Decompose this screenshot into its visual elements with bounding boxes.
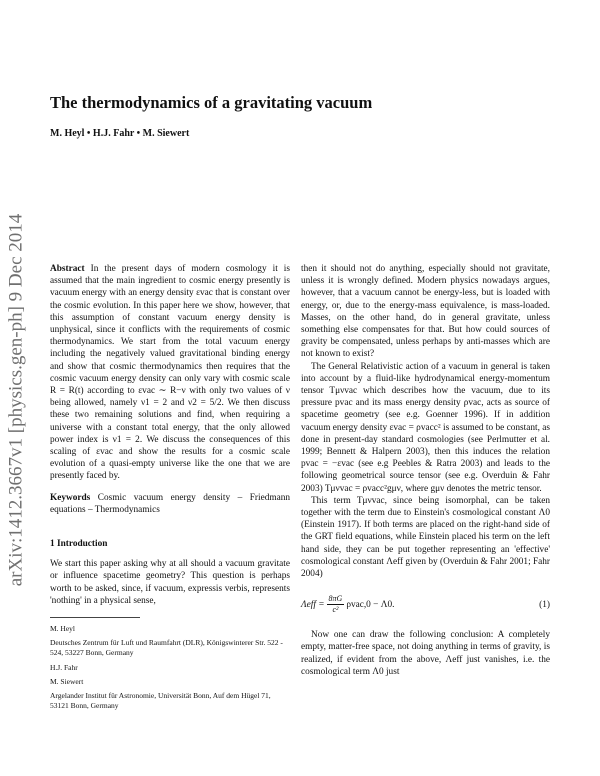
section-heading-introduction: 1 Introduction: [50, 539, 108, 550]
left-column: [50, 263, 290, 712]
abstract: [50, 263, 290, 483]
keywords-text: Cosmic vacuum energy density – Friedmann equations – Thermodynamics: [50, 492, 290, 515]
affiliations: [50, 624, 290, 711]
arxiv-identifier: arXiv:1412.3667v1 [physics.gen-ph] 9 Dec 2014: [5, 213, 27, 587]
abstract-label: Abstract: [50, 264, 85, 274]
equation-lhs: Λeff =: [301, 599, 325, 610]
affiliation-argelander: Argelander Institut für Astronomie, Universität Bonn, Auf dem Hügel 71, 53121 Bonn, Germany: [50, 691, 271, 711]
abstract-text: In the present days of modern cosmology it is assumed that the main ingredient to cosmic energy presently is vacuum energy with an energy density εvac that is constant over the cosmic evolution. In this paper here we show, however, that this assumption of constant vacuum energy density is unphysical, since it conflicts with the requirements of cosmic thermodynamics. We start from the total vacuum energy including the negatively valued gravitational binding energy and show that cosmic thermodynamics then requires that the cosmic vacuum energy density can only vary with cosmic scale R = R(t) according to εvac ∼ R−ν with only two values of ν being allowed, namely ν1 = 2 and ν2 = 5/2. We then discuss these two remaining solutions and find, when requiring a universe with a constant total energy, that the only allowed power index is ν1 = 2. We discuss the consequences of this scaling of εvac and show the results for a cosmic scale evolution of a quasi-empty universe like the one that we are presently faced by.: [50, 264, 290, 482]
right-column: [301, 263, 550, 678]
body-paragraph-1: then it should not do anything, especially should not gravitate, unless it is wrongly defined. Modern physics nowadays argues, however, that a vacuum cannot be energy-less, but is loaded with energy, or, due to the energy-mass equivalence, is mass-loaded. Masses, on the other hand, do in general gravitate, unless something else compensates for that. But how could sources of gravity be compensated, unless perhaps by anti-masses which are not known to exist?: [301, 264, 550, 360]
paper-title: The thermodynamics of a gravitating vacuum: [50, 93, 373, 112]
body-paragraph-3: This term Tμνvac, since being isomorphal, can be taken together with the term due to Einstein's cosmological constant Λ0 (Einstein 1917). If both terms are placed on the right-hand side of the GRT field equations, while Einstein placed his term on the left hand side, they can be put together representing an 'effective' cosmological constant Λeff given by (Overduin & Fahr 2001; Fahr 2004): [301, 495, 551, 580]
affiliation-author-siewert: M. Siewert: [50, 676, 84, 686]
equation-fraction: [327, 594, 345, 615]
affiliation-dlr: Deutsches Zentrum für Luft und Raumfahrt (DLR), Königswinterer Str. 522 - 524, 53227 Bonn, Germany: [50, 638, 283, 658]
keywords: [50, 492, 290, 516]
affiliation-author-heyl: M. Heyl: [50, 624, 75, 634]
introduction-paragraph: We start this paper asking why at all should a vacuum gravitate or influence spacetime geometry? This question is perhaps worth to be asked, since, if vacuum, expressis verbis, represents 'nothing' in a physical sense,: [50, 559, 290, 606]
body-paragraph-2: The General Relativistic action of a vacuum in general is taken into account by a fluid-like hydrodynamical energy-momentum tensor Tμνvac which describes how the vacuum, due to its pressure pvac and its mass energy density ρvac, acts as source of spacetime geometry (see e.g. Goenner 1996). If in addition vacuum energy density εvac = ρvacc² is assumed to be constant, as done in present-day standard cosmologies (see Perlmutter et al. 1999; Bennett & Halpern 2003), then this induces the relation pvac = −εvac (see e.g Peebles & Ratra 2003) and leads to the following geometrical source tensor (see e.g. Overduin & Fahr 2003) Tμνvac = ρvacc²gμν, where gμν denotes the metric tensor.: [301, 361, 550, 494]
arxiv-stamp: [2, 180, 30, 620]
equation-rhs: ρvac,0 − Λ0.: [346, 599, 395, 610]
footnote-rule: [50, 617, 140, 618]
body-paragraph-4: Now one can draw the following conclusion: A completely empty, matter-free space, not doing anything in terms of gravity, is realized, if evident from the above, Λeff just vanishes, i.e. the cosmological term Λ0 just: [301, 630, 550, 677]
keywords-label: Keywords: [50, 492, 91, 503]
equation-1: [301, 594, 550, 615]
fraction-denominator: c²: [332, 605, 339, 615]
fraction-numerator: 8πG: [328, 594, 343, 604]
author-list: M. Heyl • H.J. Fahr • M. Siewert: [50, 128, 190, 139]
equation-number: (1): [539, 599, 550, 610]
affiliation-author-fahr: H.J. Fahr: [50, 662, 78, 672]
